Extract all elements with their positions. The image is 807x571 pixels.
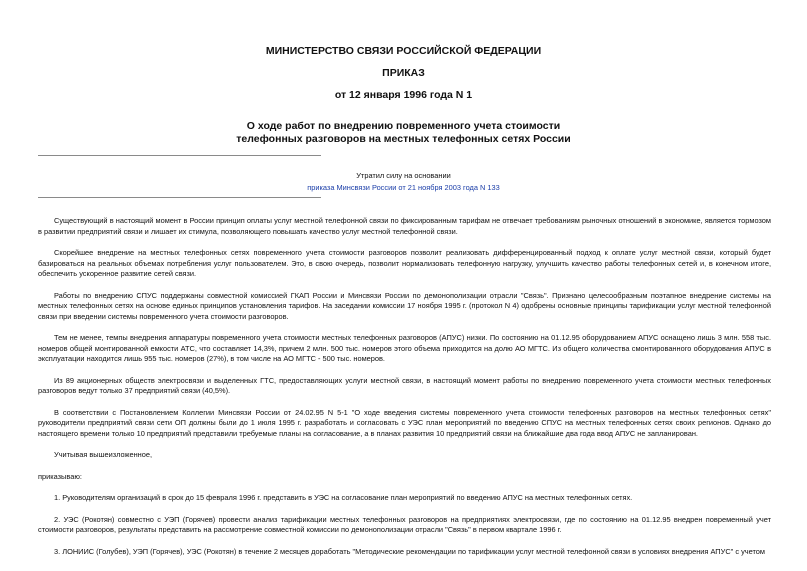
ministry-heading: МИНИСТЕРСТВО СВЯЗИ РОССИЙСКОЙ ФЕДЕРАЦИИ xyxy=(265,45,542,57)
paragraph: Работы по внедрению СПУС поддержаны совместной комиссией ГКАП России и Минсвязи России по демонополизации отрасли "Связь". Признано целесообразным поэтапное внедрение системы на местных телефонных сетях на основе единых принципов установления тарифов. На заседании комиссии 17 ноября 1995 г. (протокол N 4) одобрены основные принципы тарификации услуг местной телефонной связи при введении системы повременного учета стоимости разговоров. xyxy=(38,290,771,321)
document-title xyxy=(0,120,807,146)
order-item-3: 3. ЛОНИИС (Голубев), УЭП (Горячев), УЭС (Рокотян) в течение 2 месяцев доработать "Методические рекомендации по тарификации услуг местной телефонной связи в условиях внедрения АПУС" с учетом xyxy=(54,546,765,556)
title-line-2: телефонных разговоров на местных телефонных сетях России xyxy=(236,133,571,145)
paragraph: Тем не менее, темпы внедрения аппаратуры повременного учета стоимости местных телефонных разговоров (АПУС) низки. По состоянию на 01.12.95 оборудованием АПУС оснащено лишь 3 млн. 558 тыс. номеров общей монтированной емкости АТС, что составляет 14,3%, причем 2 млн. 500 тыс. номеров этого объема приходится на долю АО МГТС. Из общего количества смонтированного оборудования АПУС в эксплуатации находится лишь 955 тыс. номеров (27%), в том числе на АО МГТС - 500 тыс. номеров. xyxy=(38,333,771,363)
document-date-number: от 12 января 1996 года N 1 xyxy=(334,89,473,101)
repeal-link[interactable]: приказа Минсвязи России от 21 ноября 2003 года N 133 xyxy=(307,183,500,192)
document-body xyxy=(38,216,771,568)
repeal-note xyxy=(0,170,807,194)
paragraph: Учитывая вышеизложенное, xyxy=(54,450,153,459)
paragraph-order-word: приказываю: xyxy=(38,471,82,481)
divider-bottom xyxy=(38,197,321,198)
repeal-text: Утратил силу на основании xyxy=(356,171,451,180)
paragraph: В соответствии с Постановлением Коллегии Минсвязи России от 24.02.95 N 5-1 "О ходе введения системы повременного учета стоимости телефонных разговоров на местных телефонных сетях" руководители предприятий связи сети ОП должны были до 1 июля 1995 г. разработать и согласовать с УЭС план мероприятий по введению СПУС на местных телефонных сетях своих регионов. Однако до настоящего времени только 10 предприятий представили требуемые планы на согласование, а в планах развития 10 предприятий связи на ближайшие два года ввод АПУС не запланирован. xyxy=(38,407,771,438)
document-type: ПРИКАЗ xyxy=(382,67,425,79)
order-item-1: 1. Руководителям организаций в срок до 15 февраля 1996 г. представить в УЭС на согласование план мероприятий по введению АПУС на местных телефонных сетях. xyxy=(54,493,633,502)
paragraph: Существующий в настоящий момент в России принцип оплаты услуг местной телефонной связи по фиксированным тарифам не отвечает требованиям рыночных отношений в экономике, является тормозом в развитии предприятий связи и лишает их стимула, позволяющего повышать качество услуг местной телефонной связи. xyxy=(38,216,771,236)
paragraph: Скорейшее внедрение на местных телефонных сетях повременного учета стоимости разговоров позволит реализовать дифференцированный подход к оплате услуг местной связи, который будет базироваться на реальных объемах потребления услуг пользователем. Это, в свою очередь, позволит нормализовать телефонную нагрузку, улучшить качество работы телефонных сетей и, в конечном итоге, обеспечить ускоренное развитие сетей связи. xyxy=(38,248,771,278)
title-line-1: О ходе работ по внедрению повременного учета стоимости xyxy=(246,120,561,132)
order-item-2: 2. УЭС (Рокотян) совместно с УЭП (Горячев) провести анализ тарификации местных телефонных разговоров на предприятиях электросвязи, где по состоянию на 01.12.95 внедрен повременный учет стоимости разговоров, результаты представить на рассмотрение совместной комиссии по демонополизации отрасли "Связь" в первом квартале 1996 г. xyxy=(38,514,771,534)
divider-top xyxy=(38,155,321,156)
paragraph: Из 89 акционерных обществ электросвязи и выделенных ГТС, предоставляющих услуги местной связи, в настоящий момент работы по внедрению повременного учета стоимости местных телефонных разговоров ведут только 37 предприятий связи (40,5%). xyxy=(38,375,771,395)
